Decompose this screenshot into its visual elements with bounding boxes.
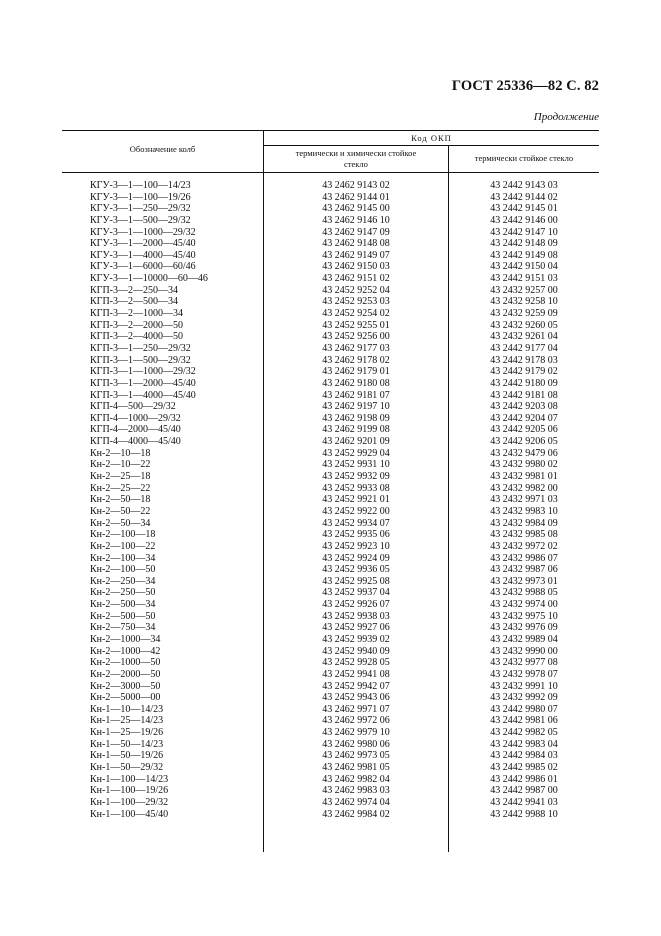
okp-code-thermal-cell: 43 2442 9987 00 xyxy=(490,785,558,797)
okp-code-thermal-chemical-cell: 43 2452 9943 06 xyxy=(322,692,390,704)
okp-code-thermal-cell: 43 2432 9971 03 xyxy=(490,494,558,506)
okp-code-thermal-cell: 43 2432 9985 08 xyxy=(490,529,558,541)
okp-code-thermal-chemical-cell: 43 2462 9983 03 xyxy=(322,785,390,797)
okp-code-thermal-cell: 43 2432 9986 07 xyxy=(490,552,558,564)
flask-designation-cell: Кн-2—25—18 xyxy=(90,471,151,483)
okp-code-thermal-chemical-cell: 43 2462 9981 05 xyxy=(322,762,390,774)
okp-code-thermal-chemical-cell: 43 2462 9148 08 xyxy=(322,238,390,250)
table-row xyxy=(0,576,661,588)
okp-code-thermal-chemical-cell: 43 2452 9935 06 xyxy=(322,529,390,541)
flask-designation-cell: КГП-3—1—2000—45/40 xyxy=(90,377,196,389)
table-row xyxy=(0,739,661,751)
flask-designation-cell: КГП-4—500—29/32 xyxy=(90,401,176,413)
table-row xyxy=(0,180,661,192)
table-row xyxy=(0,296,661,308)
flask-designation-cell: Кн-1—50—14/23 xyxy=(90,738,164,750)
group-header-rule xyxy=(264,145,599,146)
flask-designation-cell: КГП-4—1000—29/32 xyxy=(90,412,181,424)
okp-code-thermal-cell: 43 2432 9976 09 xyxy=(490,622,558,634)
okp-code-thermal-chemical-cell: 43 2452 9933 08 xyxy=(322,482,390,494)
okp-code-thermal-chemical-cell: 43 2452 9925 08 xyxy=(322,575,390,587)
okp-code-thermal-cell: 43 2432 9973 01 xyxy=(490,575,558,587)
flask-designation-cell: Кн-1—25—19/26 xyxy=(90,727,164,739)
flask-designation-cell: КГП-3—2—1000—34 xyxy=(90,308,184,320)
okp-code-thermal-chemical-cell: 43 2452 9923 10 xyxy=(322,540,390,552)
okp-code-thermal-chemical-cell: 43 2462 9984 02 xyxy=(322,808,390,820)
okp-code-thermal-chemical-cell: 43 2452 9924 09 xyxy=(322,552,390,564)
flask-designation-cell: Кн-1—10—14/23 xyxy=(90,703,164,715)
table-row xyxy=(0,424,661,436)
table-row xyxy=(0,366,661,378)
flask-designation-cell: Кн-2—500—50 xyxy=(90,610,156,622)
okp-code-thermal-cell: 43 2432 9978 07 xyxy=(490,668,558,680)
flask-designation-cell: КГУ-3—1—10000—60—46 xyxy=(90,273,208,285)
okp-code-thermal-cell: 43 2442 9985 02 xyxy=(490,762,558,774)
okp-code-thermal-cell: 43 2442 9150 04 xyxy=(490,261,558,273)
okp-code-thermal-cell: 43 2432 9982 00 xyxy=(490,482,558,494)
table-row xyxy=(0,261,661,273)
table-row xyxy=(0,238,661,250)
flask-designation-cell: Кн-1—100—19/26 xyxy=(90,785,169,797)
flask-designation-cell: КГП-4—4000—45/40 xyxy=(90,436,181,448)
okp-code-thermal-chemical-cell: 43 2462 9973 05 xyxy=(322,750,390,762)
table-row xyxy=(0,529,661,541)
flask-designation-cell: Кн-2—1000—42 xyxy=(90,645,161,657)
okp-code-thermal-chemical-cell: 43 2462 9150 03 xyxy=(322,261,390,273)
table-row xyxy=(0,646,661,658)
flask-designation-cell: Кн-1—100—29/32 xyxy=(90,796,169,808)
flask-designation-cell: Кн-1—100—14/23 xyxy=(90,773,169,785)
table-row xyxy=(0,448,661,460)
okp-code-thermal-cell: 43 2442 9149 08 xyxy=(490,249,558,261)
flask-designation-cell: Кн-2—500—34 xyxy=(90,599,156,611)
okp-code-thermal-chemical-cell: 43 2462 9201 09 xyxy=(322,436,390,448)
okp-code-thermal-cell: 43 2442 9180 09 xyxy=(490,377,558,389)
okp-code-thermal-cell: 43 2432 9972 02 xyxy=(490,540,558,552)
okp-code-thermal-chemical-cell: 43 2452 9942 07 xyxy=(322,680,390,692)
okp-code-thermal-chemical-cell: 43 2462 9197 10 xyxy=(322,401,390,413)
okp-code-thermal-chemical-cell: 43 2452 9940 09 xyxy=(322,645,390,657)
flask-designation-cell: КГУ-3—1—6000—60/46 xyxy=(90,261,196,273)
flask-designation-cell: КГП-3—1—1000—29/32 xyxy=(90,366,196,378)
flask-designation-cell: КГУ-3—1—2000—45/40 xyxy=(90,238,196,250)
okp-code-thermal-cell: 43 2442 9145 01 xyxy=(490,203,558,215)
okp-code-thermal-cell: 43 2432 9983 10 xyxy=(490,505,558,517)
okp-code-thermal-chemical-cell: 43 2462 9178 02 xyxy=(322,354,390,366)
okp-code-thermal-chemical-cell: 43 2452 9937 04 xyxy=(322,587,390,599)
okp-code-thermal-chemical-cell: 43 2462 9146 10 xyxy=(322,214,390,226)
header-okp-code: Код ОКП xyxy=(411,133,452,143)
okp-code-thermal-cell: 43 2442 9205 06 xyxy=(490,424,558,436)
okp-code-thermal-chemical-cell: 43 2452 9252 04 xyxy=(322,284,390,296)
okp-code-thermal-chemical-cell: 43 2452 9936 05 xyxy=(322,564,390,576)
okp-code-thermal-chemical-cell: 43 2452 9254 02 xyxy=(322,308,390,320)
table-row xyxy=(0,331,661,343)
okp-code-thermal-cell: 43 2442 9981 06 xyxy=(490,715,558,727)
flask-designation-cell: КГУ-3—1—500—29/32 xyxy=(90,214,191,226)
table-row xyxy=(0,343,661,355)
table-row xyxy=(0,518,661,530)
okp-code-thermal-chemical-cell: 43 2452 9939 02 xyxy=(322,633,390,645)
flask-designation-cell: Кн-2—10—22 xyxy=(90,459,151,471)
flask-designation-cell: КГУ-3—1—4000—45/40 xyxy=(90,249,196,261)
okp-code-thermal-cell: 43 2442 9178 03 xyxy=(490,354,558,366)
header-designation: Обозначение колб xyxy=(129,144,196,154)
okp-code-thermal-cell: 43 2442 9143 03 xyxy=(490,180,558,191)
table-row xyxy=(0,250,661,262)
table-row xyxy=(0,681,661,693)
okp-code-thermal-chemical-cell: 43 2452 9932 09 xyxy=(322,471,390,483)
okp-code-thermal-cell: 43 2442 9146 00 xyxy=(490,214,558,226)
okp-code-thermal-chemical-cell: 43 2452 9929 04 xyxy=(322,447,390,459)
flask-designation-cell: Кн-2—2000—50 xyxy=(90,668,161,680)
table-row xyxy=(0,203,661,215)
okp-code-thermal-chemical-cell: 43 2462 9144 01 xyxy=(322,191,390,203)
okp-code-thermal-cell: 43 2432 9992 09 xyxy=(490,692,558,704)
table-row xyxy=(0,308,661,320)
table-row xyxy=(0,553,661,565)
okp-code-thermal-cell: 43 2442 9982 05 xyxy=(490,727,558,739)
flask-designation-cell: Кн-2—50—18 xyxy=(90,494,151,506)
flask-designation-cell: Кн-1—50—29/32 xyxy=(90,762,164,774)
flask-designation-cell: Кн-2—750—34 xyxy=(90,622,156,634)
table-row xyxy=(0,273,661,285)
okp-code-thermal-chemical-cell: 43 2462 9980 06 xyxy=(322,738,390,750)
okp-code-thermal-cell: 43 2432 9479 06 xyxy=(490,447,558,459)
okp-code-thermal-chemical-cell: 43 2452 9922 00 xyxy=(322,505,390,517)
header-thermal: термически стойкое стекло xyxy=(474,153,574,163)
okp-code-thermal-chemical-cell: 43 2452 9928 05 xyxy=(322,657,390,669)
okp-code-thermal-chemical-cell: 43 2462 9974 04 xyxy=(322,796,390,808)
flask-designation-cell: Кн-2—50—34 xyxy=(90,517,151,529)
flask-designation-cell: КГП-3—2—4000—50 xyxy=(90,331,184,343)
header-bottom-rule xyxy=(62,172,599,173)
flask-designation-cell: Кн-2—1000—34 xyxy=(90,633,161,645)
table-row xyxy=(0,704,661,716)
flask-designation-cell: Кн-2—250—50 xyxy=(90,587,156,599)
flask-designation-cell: КГУ-3—1—1000—29/32 xyxy=(90,226,196,238)
flask-designation-cell: Кн-2—25—22 xyxy=(90,482,151,494)
flask-designation-cell: Кн-1—25—14/23 xyxy=(90,715,164,727)
okp-code-thermal-cell: 43 2442 9179 02 xyxy=(490,366,558,378)
okp-code-thermal-chemical-cell: 43 2462 9151 02 xyxy=(322,273,390,285)
table-row xyxy=(0,227,661,239)
table-row xyxy=(0,390,661,402)
okp-code-thermal-chemical-cell: 43 2462 9147 09 xyxy=(322,226,390,238)
okp-code-thermal-chemical-cell: 43 2462 9181 07 xyxy=(322,389,390,401)
flask-designation-cell: Кн-2—100—50 xyxy=(90,564,156,576)
okp-code-thermal-chemical-cell: 43 2462 9199 08 xyxy=(322,424,390,436)
table-row xyxy=(0,657,661,669)
table-row xyxy=(0,774,661,786)
flask-designation-cell: Кн-2—250—34 xyxy=(90,575,156,587)
table-row xyxy=(0,715,661,727)
header-thermal-chemical: термически и химически стойкое стекло xyxy=(295,148,417,169)
table-row xyxy=(0,785,661,797)
table-row xyxy=(0,750,661,762)
table-row xyxy=(0,413,661,425)
table-row xyxy=(0,587,661,599)
okp-code-thermal-cell: 43 2432 9991 10 xyxy=(490,680,558,692)
okp-code-thermal-chemical-cell: 43 2452 9255 01 xyxy=(322,319,390,331)
okp-code-thermal-cell: 43 2442 9144 02 xyxy=(490,191,558,203)
okp-code-thermal-cell: 43 2442 9204 07 xyxy=(490,412,558,424)
table-row xyxy=(0,320,661,332)
okp-code-thermal-chemical-cell: 43 2462 9982 04 xyxy=(322,773,390,785)
okp-code-thermal-chemical-cell: 43 2462 9149 07 xyxy=(322,249,390,261)
flask-designation-cell: КГП-3—2—2000—50 xyxy=(90,319,184,331)
flask-designation-cell: КГП-3—1—4000—45/40 xyxy=(90,389,196,401)
okp-code-thermal-chemical-cell: 43 2462 9971 07 xyxy=(322,703,390,715)
table-row xyxy=(0,797,661,809)
flask-designation-cell: КГП-3—2—250—34 xyxy=(90,284,179,296)
table-row xyxy=(0,459,661,471)
flask-designation-cell: КГП-4—2000—45/40 xyxy=(90,424,181,436)
okp-code-thermal-cell: 43 2432 9974 00 xyxy=(490,599,558,611)
table-body xyxy=(0,180,661,820)
table-row xyxy=(0,506,661,518)
okp-code-thermal-cell: 43 2432 9988 05 xyxy=(490,587,558,599)
okp-code-thermal-chemical-cell: 43 2462 9198 09 xyxy=(322,412,390,424)
table-row xyxy=(0,622,661,634)
okp-code-thermal-chemical-cell: 43 2462 9145 00 xyxy=(322,203,390,215)
flask-designation-cell: КГУ-3—1—100—14/23 xyxy=(90,180,191,191)
okp-code-thermal-cell: 43 2442 9988 10 xyxy=(490,808,558,820)
flask-designation-cell: КГП-3—1—250—29/32 xyxy=(90,342,191,354)
okp-code-thermal-chemical-cell: 43 2452 9934 07 xyxy=(322,517,390,529)
okp-code-thermal-cell: 43 2442 9181 08 xyxy=(490,389,558,401)
page-header: ГОСТ 25336—82 С. 82 xyxy=(451,78,599,94)
flask-designation-cell: КГУ-3—1—250—29/32 xyxy=(90,203,191,215)
okp-code-thermal-chemical-cell: 43 2462 9972 06 xyxy=(322,715,390,727)
flask-designation-cell: Кн-2—1000—50 xyxy=(90,657,161,669)
flask-designation-cell: Кн-1—50—19/26 xyxy=(90,750,164,762)
okp-code-thermal-chemical-cell: 43 2462 9180 08 xyxy=(322,377,390,389)
okp-code-thermal-cell: 43 2432 9260 05 xyxy=(490,319,558,331)
okp-code-thermal-chemical-cell: 43 2452 9926 07 xyxy=(322,599,390,611)
okp-code-thermal-cell: 43 2442 9986 01 xyxy=(490,773,558,785)
okp-code-thermal-chemical-cell: 43 2462 9179 01 xyxy=(322,366,390,378)
table-row xyxy=(0,401,661,413)
okp-code-thermal-cell: 43 2432 9261 04 xyxy=(490,331,558,343)
okp-code-thermal-chemical-cell: 43 2462 9979 10 xyxy=(322,727,390,739)
table-row xyxy=(0,436,661,448)
table-top-rule xyxy=(62,130,599,131)
table-row xyxy=(0,483,661,495)
flask-designation-cell: Кн-2—10—18 xyxy=(90,447,151,459)
okp-code-thermal-cell: 43 2442 9206 05 xyxy=(490,436,558,448)
table-row xyxy=(0,378,661,390)
okp-code-thermal-cell: 43 2442 9941 03 xyxy=(490,796,558,808)
flask-designation-cell: Кн-2—50—22 xyxy=(90,505,151,517)
okp-code-thermal-cell: 43 2442 9983 04 xyxy=(490,738,558,750)
okp-code-thermal-cell: 43 2442 9148 09 xyxy=(490,238,558,250)
okp-code-thermal-cell: 43 2432 9990 00 xyxy=(490,645,558,657)
flask-designation-cell: Кн-2—100—34 xyxy=(90,552,156,564)
okp-code-thermal-cell: 43 2432 9987 06 xyxy=(490,564,558,576)
okp-code-thermal-chemical-cell: 43 2452 9927 06 xyxy=(322,622,390,634)
okp-code-thermal-cell: 43 2432 9981 01 xyxy=(490,471,558,483)
flask-designation-cell: Кн-2—3000—50 xyxy=(90,680,161,692)
flask-designation-cell: Кн-2—100—22 xyxy=(90,540,156,552)
okp-code-thermal-chemical-cell: 43 2452 9931 10 xyxy=(322,459,390,471)
okp-code-thermal-cell: 43 2432 9257 00 xyxy=(490,284,558,296)
table-row xyxy=(0,727,661,739)
okp-code-thermal-cell: 43 2432 9980 02 xyxy=(490,459,558,471)
flask-designation-cell: Кн-2—5000—00 xyxy=(90,692,161,704)
okp-code-thermal-cell: 43 2432 9977 08 xyxy=(490,657,558,669)
okp-code-thermal-cell: 43 2432 9989 04 xyxy=(490,633,558,645)
table-row xyxy=(0,355,661,367)
flask-designation-cell: КГУ-3—1—100—19/26 xyxy=(90,191,191,203)
flask-designation-cell: Кн-1—100—45/40 xyxy=(90,808,169,820)
table-row xyxy=(0,599,661,611)
okp-code-thermal-cell: 43 2442 9980 07 xyxy=(490,703,558,715)
table-row xyxy=(0,541,661,553)
table-row xyxy=(0,634,661,646)
table-row xyxy=(0,215,661,227)
table-row xyxy=(0,809,661,821)
okp-code-thermal-chemical-cell: 43 2462 9143 02 xyxy=(322,180,390,191)
table-row xyxy=(0,762,661,774)
okp-code-thermal-chemical-cell: 43 2452 9941 08 xyxy=(322,668,390,680)
table-row xyxy=(0,669,661,681)
flask-designation-cell: КГП-3—1—500—29/32 xyxy=(90,354,191,366)
okp-code-thermal-cell: 43 2442 9203 08 xyxy=(490,401,558,413)
okp-code-thermal-cell: 43 2442 9151 03 xyxy=(490,273,558,285)
flask-designation-cell: КГП-3—2—500—34 xyxy=(90,296,179,308)
table-row xyxy=(0,192,661,204)
okp-code-thermal-chemical-cell: 43 2452 9921 01 xyxy=(322,494,390,506)
okp-code-thermal-chemical-cell: 43 2462 9177 03 xyxy=(322,342,390,354)
okp-code-thermal-cell: 43 2442 9177 04 xyxy=(490,342,558,354)
okp-code-thermal-cell: 43 2442 9984 03 xyxy=(490,750,558,762)
okp-code-thermal-cell: 43 2432 9984 09 xyxy=(490,517,558,529)
okp-code-thermal-cell: 43 2432 9258 10 xyxy=(490,296,558,308)
okp-code-thermal-cell: 43 2432 9259 09 xyxy=(490,308,558,320)
table-row xyxy=(0,494,661,506)
okp-code-thermal-cell: 43 2432 9975 10 xyxy=(490,610,558,622)
okp-code-thermal-chemical-cell: 43 2452 9938 03 xyxy=(322,610,390,622)
table-row xyxy=(0,564,661,576)
table-row xyxy=(0,692,661,704)
table-row xyxy=(0,611,661,623)
okp-code-thermal-chemical-cell: 43 2452 9256 00 xyxy=(322,331,390,343)
continuation-label: Продолжение xyxy=(533,111,599,123)
okp-code-thermal-cell: 43 2442 9147 10 xyxy=(490,226,558,238)
table-row xyxy=(0,285,661,297)
table-row xyxy=(0,471,661,483)
flask-designation-cell: Кн-2—100—18 xyxy=(90,529,156,541)
okp-code-thermal-chemical-cell: 43 2452 9253 03 xyxy=(322,296,390,308)
